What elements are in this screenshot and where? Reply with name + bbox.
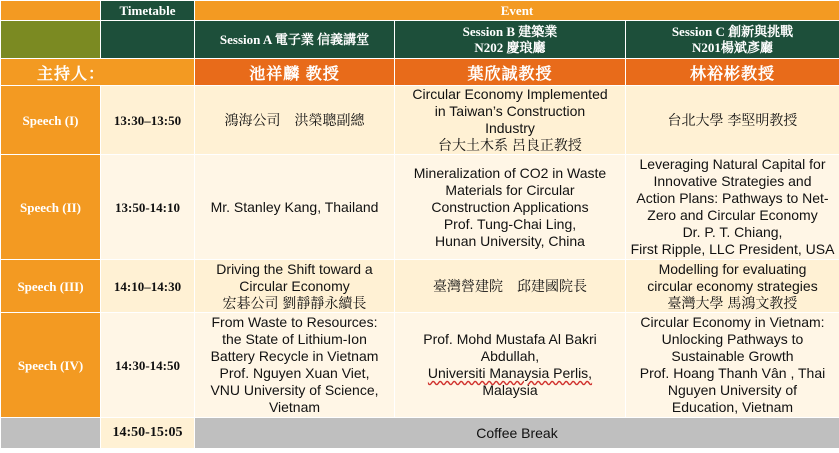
- break-label-blank: [1, 418, 101, 449]
- break-row: [1, 418, 839, 449]
- speech-text-line: Dr. P. T. Chiang,: [682, 224, 783, 240]
- speech-row-4: [1, 313, 839, 418]
- speech-text-line: in Taiwan’s Construction: [434, 103, 586, 119]
- speech-text-line: Driving the Shift toward a: [216, 260, 373, 277]
- speech-text-line: Mr. Stanley Kang, Thailand: [210, 198, 379, 215]
- event-header: Event: [195, 1, 839, 21]
- session-b-room: N202 慶琅廳: [474, 39, 546, 55]
- speech-label: Speech (IV): [1, 313, 101, 418]
- speech-text-line: Prof. Hoang Thanh Vân , Thai: [639, 365, 826, 381]
- speech-text-line: Construction Applications: [431, 198, 589, 215]
- speech-text-line: Industry: [485, 120, 535, 136]
- speech-text-line: 鴻海公司 洪榮聰副總: [224, 111, 365, 128]
- host-row: [1, 59, 839, 86]
- speech-text-line: 臺灣營建院 邱建國院長: [433, 277, 587, 294]
- speech-time: 13:50-14:10: [101, 155, 195, 260]
- speech-text-line: Modelling for evaluating: [658, 260, 807, 277]
- olive-label-cell: [1, 21, 101, 59]
- speech-text-line: the State of Lithium-Ion: [222, 331, 367, 347]
- host-session-c: 林裕彬教授: [626, 59, 839, 86]
- session-a-title: Session A 電子業 信義講堂: [219, 31, 370, 47]
- session-b-header: [395, 21, 626, 59]
- speech-4-session-b: [395, 313, 626, 418]
- session-a-header: [195, 21, 395, 59]
- speech-3-session-a: [195, 260, 395, 313]
- speech-1-session-c: [626, 86, 839, 155]
- speech-text-line: Materials for Circular: [445, 181, 575, 198]
- speech-text-line: Education, Vietnam: [671, 399, 794, 415]
- session-header-row: [1, 21, 839, 59]
- speech-4-session-a: [195, 313, 395, 418]
- speech-text-line: Unlocking Pathways to: [661, 331, 804, 347]
- speech-text-line: Action Plans: Pathways to Net-: [636, 190, 829, 206]
- speech-label: Speech (I): [1, 86, 101, 155]
- speech-text-line: From Waste to Resources:: [211, 314, 378, 330]
- speech-row-3: [1, 260, 839, 313]
- speech-text-line: VNU University of Science,: [210, 382, 379, 398]
- speech-text-line: Mineralization of CO2 in Waste: [413, 164, 607, 181]
- speech-text-line: Hunan University, China: [435, 232, 585, 249]
- corner-cell: [1, 1, 101, 21]
- speech-text-line: circular economy strategies: [647, 277, 818, 294]
- speech-3-session-b: [395, 260, 626, 313]
- speech-text-line: Battery Recycle in Vietnam: [210, 348, 379, 364]
- time-header-blank: [101, 21, 195, 59]
- speech-time: 14:30-14:50: [101, 313, 195, 418]
- speech-text-line: Circular Economy: [239, 277, 350, 294]
- speech-text-line: First Ripple, LLC President, USA: [630, 241, 835, 257]
- session-c-title: Session C 創新與挑戰: [671, 23, 794, 39]
- speech-time: 14:10–14:30: [101, 260, 195, 313]
- host-session-a: 池祥麟 教授: [195, 59, 395, 86]
- speech-2-session-b: [395, 155, 626, 260]
- header-row-top: [1, 1, 839, 21]
- speech-2-session-a: [195, 155, 395, 260]
- session-c-header: [626, 21, 839, 59]
- speech-text-line: Leveraging Natural Capital for: [639, 156, 826, 172]
- speech-text-line: 台北大學 李堅明教授: [667, 111, 798, 128]
- speech-2-session-c: [626, 155, 839, 260]
- speech-1-session-a: [195, 86, 395, 155]
- speech-text-line: 臺灣大學 馬鴻文教授: [667, 294, 798, 311]
- speech-text-line: Prof. Mohd Mustafa Al Bakri: [423, 331, 597, 347]
- speech-time: 13:30–13:50: [101, 86, 195, 155]
- speech-text-line: Circular Economy in Vietnam:: [640, 314, 825, 330]
- speech-4-session-c: [626, 313, 839, 418]
- timetable-header: Timetable: [101, 1, 195, 21]
- speech-text-line: Vietnam: [268, 399, 321, 415]
- coffee-break: Coffee Break: [195, 418, 839, 449]
- host-session-b: 葉欣誠教授: [395, 59, 626, 86]
- speech-row-2: [1, 155, 839, 260]
- speech-text-line: Abdullah,: [480, 348, 540, 364]
- speech-text-line: Universiti Manaysia Perlis,: [427, 365, 593, 381]
- session-b-title: Session B 建築業: [462, 23, 558, 39]
- speech-label: Speech (II): [1, 155, 101, 260]
- speech-text-line: Innovative Strategies and: [653, 173, 812, 189]
- speech-text-line: Prof. Nguyen Xuan Viet,: [219, 365, 370, 381]
- speech-text-line: 台大土木系 呂良正教授: [438, 137, 582, 153]
- break-time: 14:50-15:05: [101, 418, 195, 449]
- speech-text-line: Zero and Circular Economy: [647, 207, 818, 223]
- speech-row-1: [1, 86, 839, 155]
- speech-text-line: Sustainable Growth: [671, 348, 794, 364]
- speech-text-line: Prof. Tung-Chai Ling,: [443, 215, 577, 232]
- speech-text-line: Nguyen University of: [667, 382, 798, 398]
- speech-text-line: Circular Economy Implemented: [412, 86, 608, 102]
- speech-3-session-c: [626, 260, 839, 313]
- speech-label: Speech (III): [1, 260, 101, 313]
- session-c-room: N201楊斌彥廳: [692, 39, 773, 55]
- speech-1-session-b: [395, 86, 626, 155]
- speech-text-line: 宏碁公司 劉靜靜永續長: [222, 294, 367, 311]
- speech-text-line: Malaysia: [482, 382, 538, 398]
- host-label: 主持人：: [1, 59, 195, 86]
